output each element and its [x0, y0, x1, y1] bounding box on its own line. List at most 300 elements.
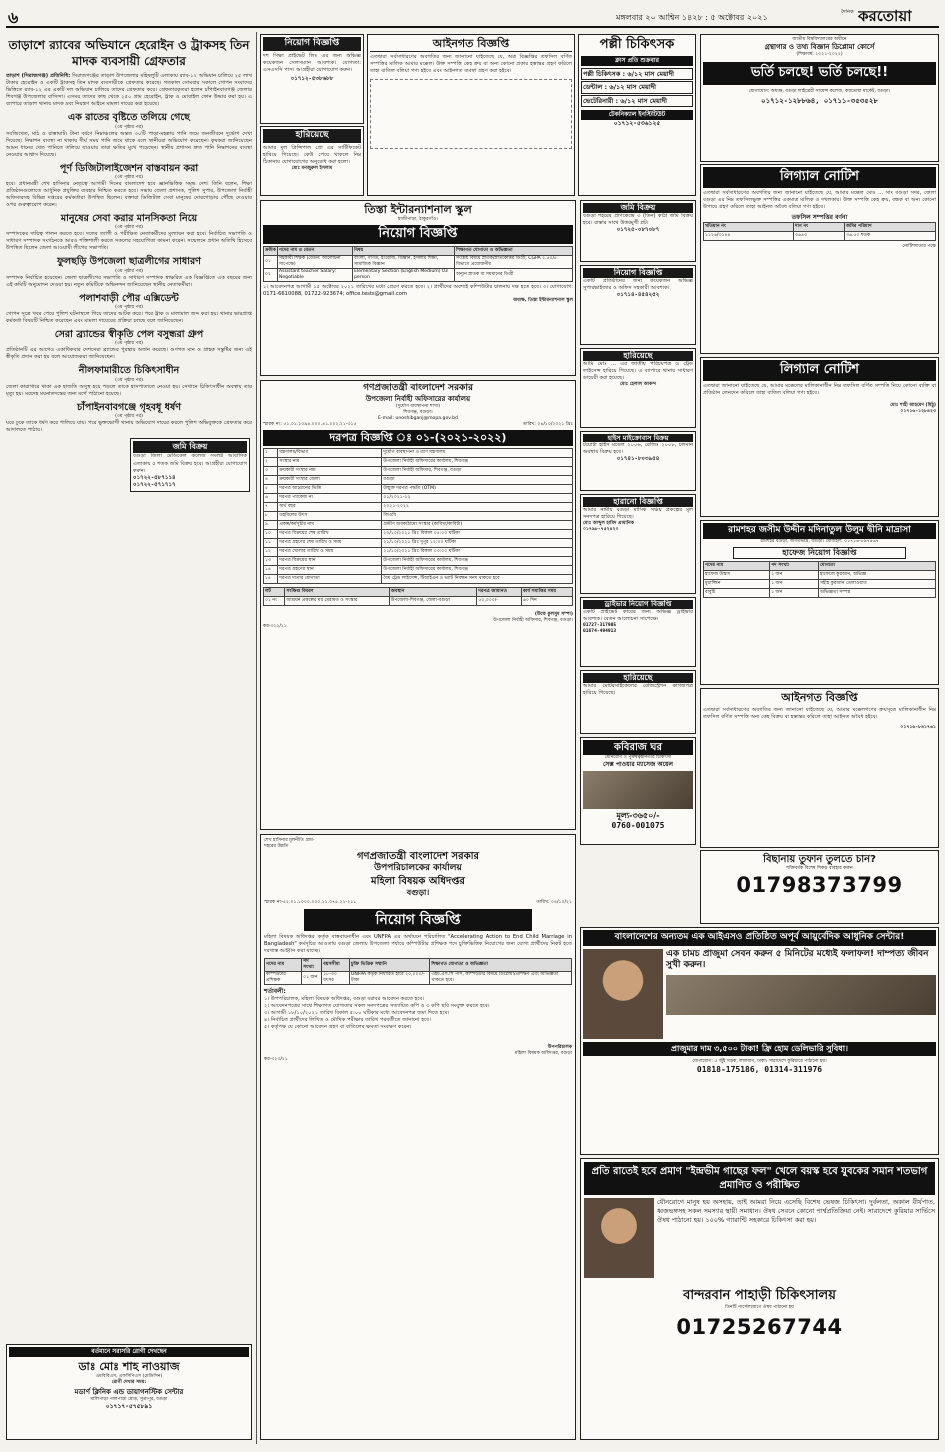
bed-phone: 01798373799: [736, 872, 903, 897]
table-cell: গ্রামীণ অবকাঠামো সংস্কার (কাবিখা/কাবিটা): [382, 520, 573, 529]
hiace-phone: ০১৭৪১-৮০৩৯৫৪: [616, 456, 660, 463]
lost-4-title: হারিয়েছে: [583, 673, 693, 683]
land-sale-right-title: জমি বিক্রয়: [583, 203, 693, 213]
tender-title: দরপত্র বিজ্ঞপ্তি ঃ ০১-(২০২১-২০২২): [263, 430, 573, 446]
table-cell: দরপত্র গ্রহণের স্থান: [278, 565, 382, 574]
table-row: [704, 589, 936, 598]
land-sale-phone-2: ০১৭২২-৫৭১৭১৭: [133, 481, 176, 488]
legal-notice-1-signature: নোটিশদাতার পক্ষে: [902, 243, 936, 249]
table-header-cell: পদের নাম: [704, 562, 770, 571]
lost-3-phone: ০১৭৯৮-৭৫২৪২০: [583, 527, 619, 533]
ain-notice-2-phone: ০১৭১৬-৮৪১৭৬১: [900, 725, 936, 731]
indrajal-headline: প্রতি রাতেই হবে প্রমাণ "ইন্দ্রভীম গাছের ফল" খেলে বয়স্ক হবে যুবকের সমান শতভাগ প্রমাণিত ও পরীক্ষিত: [584, 1162, 935, 1195]
tender-location: শিবগঞ্জ, বগুড়া।: [403, 409, 433, 415]
hiace-ad: [580, 431, 696, 491]
table-cell: ৮: [264, 511, 278, 520]
table-header-cell: শিক্ষাগত যোগ্যতা ও অভিজ্ঞতা: [455, 247, 573, 256]
table-cell: ১২: [264, 547, 278, 556]
lost-3-ad: [580, 494, 696, 594]
lost-body: আমার মূল প্রিন্সিপাল প্রো এর সার্টিফিকেট হারিয়ে গিয়েছে। কেউ পেয়ে থাকলে নিম্ন ঠিকানায় যোগাযোগের অনুরোধ করা হলো।: [263, 144, 361, 165]
condition-item: ৫। কর্তৃপক্ষ যে কোনো আবেদন গ্রহণ বা বাতিলের ক্ষমতা সংরক্ষণ করেন।: [264, 1023, 412, 1030]
table-cell: ১৫: [264, 574, 278, 583]
table-header-cell: কার্য সমাপ্তির সময়: [521, 587, 572, 596]
table-cell: দরপত্র বিক্রয়ের শেষ তারিখ: [278, 529, 382, 538]
table-cell: ৫: [264, 484, 278, 493]
table-cell: ১৮-৩০ বৎসর: [322, 972, 350, 985]
story-body: সবজিখেত, মাঠ ও রাস্তাঘাট। টানা বর্ষণে নিম্নাঞ্চলের অন্তত ৩০টি পাড়া-মহল্লায় পানি জমে জনজীবনে দুর্ভোগ দেখা দিয়েছে। নিষ্কাশন ব্যবস্থা না থাকায় দীর্ঘ সময় পানি জমে থাকে বলে স্থানীয়রা অভিযোগ করেছেন। কৃষকরা জানিয়েছেন আমন ধানের খেত পানিতে তলিয়ে যাওয়ায় তারা ক্ষতির মুখে পড়েছেন। স্থানীয় প্রশাসন দ্রুত পানি নিষ্কাশনের ব্যবস্থা নেওয়ার আশ্বাস দিয়েছে।: [6, 130, 252, 158]
table-row: [264, 493, 573, 502]
tender-signatory: (উম্মে কুলসুম সম্পা): [534, 611, 573, 617]
clinic-address: মালিপাড়া পালপাড়া মোড়, সুত্রাপুর, বগুড়া: [90, 1397, 168, 1403]
table-row: [264, 457, 573, 466]
story-jump: (৩য় পৃষ্ঠার পর): [115, 268, 143, 274]
table-cell: ৯: [264, 520, 278, 529]
bed-sub: শক্তিবর্ধক বিশেষ শিকড় ব্যবহার করুন: [786, 866, 853, 871]
table-cell: ০১ নং: [264, 596, 285, 605]
table-cell: ০১ জন: [302, 972, 322, 985]
kabiraj-product: সেক্স পাওয়ার ম্যাসেজ অয়েল: [602, 760, 674, 768]
indrajal-clinic: বান্দরবান পাহাড়ী চিকিৎসালয়: [683, 1288, 836, 1303]
legal-notice-1-schedule: তফসিল সম্পত্তির বর্ণনা: [791, 213, 848, 221]
table-row: [264, 502, 573, 511]
tender-memo-line: [263, 422, 573, 428]
table-cell: এইচ.এস.সি পাস, কম্পিউটার বিষয়ে ডিপ্লোমা/প্রশিক্ষণ এবং অভিজ্ঞতা থাকতে হবে।: [430, 972, 572, 985]
ain-notice-schedule: [370, 79, 572, 149]
palli-course-tag: ক্লাস প্রতি শুক্রবার: [581, 56, 693, 66]
story-headline: পূর্ণ ডিজিটালাইজেশন বাস্তবায়ন করা: [59, 162, 199, 174]
model-photo: [584, 1198, 654, 1278]
tista-contact: অধ্যক্ষ, তিস্তা ইন্টারন্যাশনাল স্কুল: [513, 298, 573, 304]
table-header-cell: জমির পরিমাণ: [844, 222, 935, 231]
wa-location: বগুড়া।: [406, 887, 430, 897]
table-header-cell: যোগ্যতা: [818, 562, 935, 571]
table-cell: ক্রয়কারী সংস্থার নাম: [278, 466, 382, 475]
paper-small-label: দৈনিক: [841, 9, 854, 15]
ayurveda-banner: বাংলাদেশের অন্যতম এক আইএসও প্রতিষ্ঠিত অপূর্ব আয়ুর্বেদিক আধুনিক সেন্টার!: [583, 930, 936, 946]
indrajal-body: যৌনরোগে মানুষ হয় অসহায়, তাই আমরা নিয়ে এসেছি বিশেষ ভেষজ চিকিৎসা। দুর্বলতা, অকাল বীর্যপাত, ধ্বজভঙ্গসহ সকল সমস্যার স্থায়ী সমাধান। ঔষধ সেবনে কোনো পার্শ্বপ্রতিক্রিয়া নেই। সারাদেশে কুরিয়ার সার্ভিসে ঔষধ পাঠানো হয়। ১০০% গ্যারান্টি সহকারে চিকিৎসা করা হয়।: [657, 1198, 935, 1224]
madrasa-ad: [700, 520, 939, 685]
wa-quote: শেখ হাসিনার মূলনীতি গ্রাম-শহরের উন্নতি: [264, 838, 315, 849]
news-story: [6, 365, 252, 397]
legal-notice-1-table: [703, 222, 936, 241]
table-row: [704, 580, 936, 589]
indrajal-ad: [580, 1158, 939, 1440]
lost-3-body: আমার নামীয় বগুড়া মাসিক সঞ্চয় প্রকল্পের মূল সনদপত্র হারিয়ে গিয়েছে।: [583, 507, 693, 521]
table-cell: ১৪: [264, 565, 278, 574]
admission-course: গ্রন্থাগার ও তথ্য বিজ্ঞান ডিপ্লোমা কোর্সে: [764, 42, 875, 51]
story-jump: (৩য় পৃষ্ঠার পর): [115, 124, 143, 130]
table-cell: তহবিলের উৎস: [278, 511, 382, 520]
tender-branch: (দুর্যোগ ব্যবস্থাপনা শাখা): [395, 403, 441, 409]
table-cell: ৬: [264, 493, 278, 502]
product-photo: [583, 771, 693, 809]
table-row: [264, 520, 573, 529]
women-affairs-ad: [260, 834, 576, 1440]
table-cell: Elementary Section (English Medium) 03 person: [353, 269, 455, 282]
product-photo: [666, 975, 936, 1015]
table-row: [264, 565, 573, 574]
story-body: হবে। প্রধানমন্ত্রী শেখ হাসিনার নেতৃত্বে আগামী দিনের বাংলাদেশ হবে জ্ঞানভিত্তিক সমৃদ্ধ দেশ। তিনি বলেন, শিক্ষা প্রতিষ্ঠানগুলোতে আধুনিক প্রযুক্তির ব্যবহার নিশ্চিত করতে হবে। সভায় জেলা প্রশাসক, পুলিশ সুপার, উপজেলা নির্বাহী অফিসারসহ বিভিন্ন দপ্তরের কর্মকর্তারা উপস্থিত ছিলেন। বক্তারা ডিজিটাল সেবা মানুষের দোরগোড়ায় পৌঁছে দেওয়ার ওপর গুরুত্বারোপ করেন।: [6, 180, 252, 208]
admission-banner: ভর্তি চলছে! ভর্তি চলছে!!: [703, 62, 936, 85]
lost-3-name: মোঃ আব্দুল হামিদ প্রামানিক: [583, 521, 634, 527]
table-row: [264, 466, 573, 475]
table-row: [704, 571, 936, 580]
lead-dateline: তাড়াশ (সিরাজগঞ্জ) প্রতিনিধি:: [6, 73, 71, 80]
wa-intro: মহিলা বিষয়ক অধিদপ্তর কর্তৃক বাস্তবায়নাধীন এবং UNFPA এর অর্থায়নে পরিচালিত "Accelerating Action to End Child Marriage in Bangladesh" কর্মসূচির আওতায় বগুড়া জেলায় উপজেলা পর্যায়ে কম্পিউটার প্রশিক্ষক পদে চুক্তিভিত্তিক নিয়োগের জন্য যোগ্য প্রার্থীদের নিকট হতে দরখাস্ত আহ্বান করা যাচ্ছে।: [264, 934, 572, 955]
table-cell: ৩৬.৫০ শতক: [844, 231, 935, 240]
table-cell: সহকারী শিক্ষক (বেতন: আলোচনা সাপেক্ষে): [277, 256, 352, 269]
story-headline: নীলফামারীতে চিকিৎসাধীন: [78, 365, 180, 377]
table-row: [264, 475, 573, 484]
table-cell: প্রকল্প/কর্মসূচীর নাম: [278, 520, 382, 529]
tista-school-ad: [260, 200, 576, 376]
palli-phone: ০১৭১২-৫৩৬১২৫: [613, 119, 661, 127]
story-body: ঘরে ঢুকে তাকে ধর্ষণ করে পালিয়ে যায়। পরে ভুক্তভোগী থানায় অভিযোগ দায়ের করলে পুলিশ অভিযুক্তকে গ্রেফতার করে আদালতে পাঠায়।: [6, 420, 252, 434]
table-cell: ১: [264, 448, 278, 457]
kabiraj-phone: 0760-001075: [611, 821, 665, 831]
tender-ref: কর-৩২২/২১: [263, 623, 287, 629]
table-header-cell: চুক্তি ভিত্তিক সম্মানি: [349, 959, 429, 972]
table-cell: বাংলা, গণিত, ইংরেজি, বিজ্ঞান, ইসলাম শিক্ষা, সামাজিক বিজ্ঞান: [353, 256, 455, 269]
legal-ain-notice: [367, 34, 575, 196]
story-body: সম্পাদক নির্বাচিত হয়েছেন। জেলা ছাত্রলীগের সভাপতি ও সাধারণ সম্পাদক স্বাক্ষরিত এক বিজ্ঞপ্তিতে এক বছরের জন্য এই কমিটি অনুমোদন দেওয়া হয়। নতুন কমিটিকে অভিনন্দন জানিয়েছেন স্থানীয় নেতাকর্মীরা।: [6, 274, 252, 288]
table-cell: ০২: [264, 269, 278, 282]
table-header-cell: অবস্থান: [389, 587, 477, 596]
table-cell: বৈধ ট্রেড লাইসেন্স, টিআইএন ও ভ্যাট নিবন্ধন সনদ থাকতে হবে: [382, 574, 573, 583]
wa-gov-name: গণপ্রজাতন্ত্রী বাংলাদেশ সরকার: [357, 850, 479, 862]
lost-ad: [260, 126, 364, 196]
land-sale-phone-1: ০১৭২২-৫৮৭১১৪: [133, 474, 176, 481]
tista-title: নিয়োগ বিজ্ঞপ্তি: [263, 225, 573, 244]
land-sale-right-phone: ০১৭২৫-০৮৭০৮৭: [616, 227, 660, 234]
table-cell: দরপত্র খোলার তারিখ ও সময়: [278, 547, 382, 556]
table-cell: ৭: [264, 502, 278, 511]
ain-notice-body: এতদ্বারা সর্বসাধারণের অবগতির জন্য জানানো যাইতেছে যে, অত্র বিজ্ঞপ্তির তফসিল বর্ণিত সম্পত্তির মালিক আমার মক্কেল। উক্ত সম্পত্তি কেহ ক্রয় বা অন্য কোনো প্রকার হস্তান্তর গ্রহণ করিলে তাহা বাতিল বলিয়া গণ্য হইবে এবং আইনগত ব্যবস্থা গ্রহণ করা হইবে।: [370, 54, 572, 75]
table-header-cell: পদ সংখ্যা: [302, 959, 322, 972]
table-cell: উন্মুক্ত দরপত্র পদ্ধতি (OTM): [382, 484, 573, 493]
clinic-name: মডার্ণ ক্লিনিক এন্ড ডায়াগনস্টিক সেন্টার: [74, 1388, 184, 1397]
story-jump: (৩য় পৃষ্ঠার পর): [115, 305, 143, 311]
kabiraj-tagline: যৌনরোগ ও পুরুষত্বহীনতার চিকিৎসা: [604, 755, 672, 760]
table-cell: মন্ত্রণালয়/বিভাগ: [278, 448, 382, 457]
wa-designation: মহিলা বিষয়ক অধিদপ্তর, বগুড়া: [514, 1050, 572, 1056]
table-cell: হাফেজ উস্তাদ: [704, 571, 770, 580]
kabiraj-name: কবিরাজ ঘর: [583, 740, 693, 755]
palli-institute: টেকনিক্যাল ইনস্টিটিউট: [581, 110, 693, 120]
story-body: জেলা কারাগারে থাকা এক হাজতি অসুস্থ হয়ে পড়লে তাকে হাসপাতালে নেওয়া হয়। সেখানে চিকিৎসাধীন অবস্থায় তার মৃত্যু হয়। মরদেহ ময়নাতদন্তের জন্য মর্গে পাঠানো হয়েছে।: [6, 383, 252, 397]
lost-2-title: হারিয়েছে: [583, 351, 693, 361]
table-cell: জিওবি: [382, 511, 573, 520]
table-cell: দরপত্র আহ্বানের ভিত্তি: [278, 484, 382, 493]
condition-item: ২। আবেদনপত্রের সাথে শিক্ষাগত যোগ্যতার সকল সনদপত্রের সত্যায়িত কপি ও ৩ কপি ছবি সংযুক্ত করতে হবে।: [264, 1002, 490, 1009]
doctor-name: ডাঃ মোঃ শাহ নাওয়াজ: [78, 1359, 180, 1373]
lost-4-ad: [580, 670, 696, 734]
table-cell: ২০/১০/২০২১ খ্রিঃ বিকাল ০৫:০০ ঘটিকা: [382, 529, 573, 538]
table-cell: উপজেলা নির্বাহী অফিসারের কার্যালয়, শিবগঞ্জ: [382, 556, 573, 565]
wa-office: উপপরিচালকের কার্যালয়: [374, 862, 462, 873]
table-header-cell: লট: [264, 587, 285, 596]
kabiraj-price: মূল্য-৩৬৫০/-: [616, 810, 660, 820]
table-cell: বাবুর্চি: [704, 589, 770, 598]
story-headline: ফুলছড়ি উপজেলা ছাত্রলীগের সাধারণ: [57, 256, 201, 268]
table-header-cell: দরপত্র জামানত: [477, 587, 522, 596]
story-body: প্রতিষ্ঠানটি এর আগেও একাধিকবার দেশসেরা ব্র্যান্ডের পুরস্কার অর্জন করেছে। গুণগত মান ও গ্রাহক সন্তুষ্টির জন্য এই স্বীকৃতি প্রদান করা হয় বলে আয়োজকরা জানিয়েছেন।: [6, 347, 252, 361]
recruit-right-body: একটি প্রতিষ্ঠানের জন্য কয়েকজন অভিজ্ঞ সুপারভাইজার ও অফিস সহকারী আবশ্যক।: [583, 278, 693, 292]
land-sale-title: জমি বিক্রয়: [133, 441, 247, 453]
wa-ref: কর-৩২৩/২১: [264, 1056, 288, 1062]
table-cell: মুয়াজ্জিন: [704, 580, 770, 589]
table-row: [264, 574, 573, 583]
ain-notice-2-body: এতদ্বারা সর্বসাধারণের অবগতির জন্য জানানো যাইতেছে যে, আমার মক্কেলগণের ক্রয়সূত্রে মালিকানাধীন নিম্ন তফসিল বর্ণিত সম্পত্তি অন্য কেহ বিক্রয় বা হস্তান্তর করিলে তাহা আইনত অবৈধ হইবে।: [703, 707, 936, 721]
story-headline: এক রাতের বৃষ্টিতে তলিয়ে গেছে: [68, 112, 190, 124]
ain-notice-2: [700, 688, 939, 848]
condition-item: ৩। আগামী ১৮/১০/২০২১ তারিখ বিকাল ৫:০০ ঘটিকার মধ্যে আবেদনপত্র জমা দিতে হবে।: [264, 1009, 450, 1016]
driver-ad: [580, 597, 696, 667]
table-cell: আশ্রয়ন প্রকল্পের ঘর মেরামত ও সংস্কার: [285, 596, 389, 605]
table-cell: হাফেজে কুরআন, অভিজ্ঞ: [818, 571, 935, 580]
lost-name: মোঃ মনজুরুল ইসলাম: [291, 165, 333, 171]
bed-ad: [700, 850, 939, 924]
news-column: [6, 34, 252, 1442]
table-cell: UNFPA কর্তৃক নির্ধারিত হারে ২০,০০০/- টাকা: [349, 972, 429, 985]
table-cell: দরপত্র প্যাকেজ নং: [278, 493, 382, 502]
land-sale-right-body: বগুড়া শহরের প্রাণকেন্দ্রে ৩ (তিন) কাঠা জমি বিক্রয় হবে। রাস্তার সাথে উত্তরমুখী প্লট।: [583, 213, 693, 227]
table-cell: বগুড়া: [382, 475, 573, 484]
table-cell: ২১/১০/২০২১ খ্রিঃ দুপুর ১২:০০ ঘটিকা: [382, 538, 573, 547]
ayurveda-price-line: প্রাজুমার দাম ৩,৫০০ টাকা! ফ্রি হোম ডেলিভারি সুবিধা।: [583, 1042, 936, 1056]
lost-3-title: হারানো বিজ্ঞপ্তি: [583, 497, 693, 507]
palli-course-line: ডেন্টাল : ৬/১২ মাস মেয়াদী: [581, 81, 693, 93]
table-cell: সহীহ কুরআন তেলাওয়াত: [818, 580, 935, 589]
recruit-small-phone: ০১৭১২-৫৩৮৬৮৮: [290, 75, 334, 82]
wa-memo-line: [264, 900, 572, 906]
table-header-cell: দাগ নং: [794, 222, 845, 231]
driver-phone-1: 01727-317905: [583, 623, 617, 629]
table-header-cell: বিষয়: [353, 247, 455, 256]
table-header-cell: পদের নাম ও বেতন: [277, 247, 352, 256]
condition-item: ৪। নির্বাচিত প্রার্থীদের লিখিত ও মৌখিক পরীক্ষার তারিখ পরবর্তীতে জানানো হবে।: [264, 1016, 431, 1023]
table-row: [264, 529, 573, 538]
table-cell: ২ জন: [770, 571, 819, 580]
table-row: [264, 484, 573, 493]
table-cell: ১৩: [264, 556, 278, 565]
table-cell: ৫০,০০০/-: [477, 596, 522, 605]
madrasa-table: [703, 561, 936, 598]
table-cell: ৩: [264, 466, 278, 475]
table-cell: ক্রয়কারী সংস্থার জেলা: [278, 475, 382, 484]
ain-notice-2-title: আইনগত বিজ্ঞপ্তি: [781, 691, 858, 704]
palli-course-line: পল্লী চিকিৎসক : ৬/১২ মাস মেয়াদী: [581, 68, 693, 80]
wa-signature: [264, 1045, 572, 1057]
tista-name: তিস্তা ইন্টারন্যাশনাল স্কুল: [364, 203, 472, 216]
ayurveda-phone: 01818-175186, 01314-311976: [696, 1065, 823, 1075]
table-cell: ৬০ দিন: [521, 596, 572, 605]
legal-notice-1-body: এতদ্বারা সর্বসাধারণের অবগতির জন্য জানানো যাইতেছে যে, আমার মক্কেল মোঃ ... সাং বগুড়া সদর, জেলা বগুড়া এর নিম্ন তফসিলভুক্ত সম্পত্তির একমাত্র মালিক ও দখলকার। উক্ত সম্পত্তি কেহ ক্রয়, বন্ধক বা অন্য কোনো উপায়ে গ্রহণ করিলে তাহা আইনত অবৈধ বলিয়া গণ্য হইবে।: [703, 189, 936, 210]
recruit-right-phone: ০১৭১৪-৪৫৪২৫২: [616, 292, 660, 299]
lead-body: [6, 73, 252, 108]
table-cell: ২০২১-২০২২: [382, 502, 573, 511]
legal-notice-2-title: লিগ্যাল নোটিশ: [703, 360, 936, 381]
land-sale-right-ad: [580, 200, 696, 262]
story-jump: (৩য় পৃষ্ঠার পর): [115, 414, 143, 420]
table-header-cell: খতিয়ান নং: [704, 222, 794, 231]
table-cell: ০১: [264, 256, 278, 269]
admission-ad: [700, 34, 939, 162]
table-cell: উপজেলা নির্বাহী অফিসারের কার্যালয়, শিবগঞ্জ: [382, 565, 573, 574]
story-jump: (৩য় পৃষ্ঠার পর): [115, 341, 143, 347]
recruit-right-ad: [580, 265, 696, 345]
news-story: [6, 329, 252, 361]
bed-headline: বিছানায় তুফান তুলতে চান?: [763, 854, 876, 865]
ayurveda-address: যোগাযোগ: ৫ জুঁই সড়ক, লালবাগ, ঢাকা। সারাদেশে কুরিয়ারে পাঠানো হয়।: [692, 1059, 827, 1065]
hiace-title: হাইস মাইক্রোবাস বিক্রয়: [583, 434, 693, 442]
story-headline: মানুষের সেবা করার মানসিকতা নিয়ে: [60, 213, 198, 225]
table-cell: অন্যূন স্নাতক বা সমমানের ডিগ্রী: [455, 269, 573, 282]
table-cell: ০১/২০২১-২২: [382, 493, 573, 502]
legal-notice-1: [700, 164, 939, 354]
story-headline: চাঁপাইনবাবগঞ্জে গৃহবধূ ধর্ষণ: [77, 401, 181, 413]
driver-phone-2: 01674-494913: [583, 629, 617, 635]
wa-date: তারিখ: ০৪/১০/২১: [536, 900, 572, 906]
table-header-cell: পদ সংখ্যা: [770, 562, 819, 571]
indrajal-phone: 01725267744: [676, 1314, 843, 1339]
palli-course-line: ভেটেরিনারী : ৬/১২ মাস মেয়াদী: [581, 95, 693, 107]
lost-title: হারিয়েছে: [263, 129, 361, 143]
table-row: [264, 556, 573, 565]
kabiraj-ad: [580, 737, 696, 845]
wa-title: নিয়োগ বিজ্ঞপ্তি: [304, 909, 532, 931]
clinic-ad: [6, 1344, 252, 1440]
tender-lot-table: [263, 587, 573, 606]
table-cell: দুর্যোগ ব্যবস্থাপনা ও ত্রাণ মন্ত্রণালয়: [382, 448, 573, 457]
legal-notice-2-body: এতদ্বারা জানানো যাইতেছে যে, আমার মক্কেলের মালিকানাধীন নিম্ন তফসিল বর্ণিত সম্পত্তি নিয়ে কোনো ব্যক্তি বা প্রতিষ্ঠান লেনদেন করিলে তাহা বাতিল বলিয়া গণ্য হইবে।: [703, 382, 936, 396]
table-cell: উপজেলা নির্বাহী অফিসারের কার্যালয়, শিবগঞ্জ: [382, 457, 573, 466]
table-row: [264, 256, 573, 269]
story-body: গোপন সূত্রে খবর পেয়ে পুলিশ ঘটনাস্থলে গিয়ে তাদের আটক করে। পরে ট্রাক ও মালামাল জব্দ করা হয়। থানার ভারপ্রাপ্ত কর্মকর্তা বিষয়টি নিশ্চিত করেছেন এবং মামলা দায়েরের প্রক্রিয়া চলছে বলে জানিয়েছেন।: [6, 311, 252, 325]
admission-session: (শিক্ষাবর্ষ: ২০২১-২০২২): [796, 52, 843, 58]
ain-notice-title: আইনগত বিজ্ঞপ্তি: [370, 37, 572, 52]
legal-notice-2: [700, 357, 939, 517]
page-number: ৬: [8, 8, 19, 27]
wa-memo: স্মারক নং-৫২.০১.১০০০.০০০.১১.০৭৫.২১-২১১: [264, 900, 357, 906]
news-story: [6, 293, 252, 325]
table-cell: ২: [264, 457, 278, 466]
wa-conditions: [264, 996, 572, 1031]
masthead: [6, 6, 939, 28]
madrasa-name: রামশহর জসীম উদ্দীন মদিনাতুল উলুম দ্বীনি মাদ্রাসা: [703, 523, 936, 539]
table-cell: ৪: [264, 475, 278, 484]
palli-title: পল্লী চিকিৎসক: [599, 37, 675, 52]
recruit-small-body: দশ সিক্ষা প্রাইভেট লিঃ এর জন্য অভিজ্ঞ কয়েকজন সেলসম্যান আবশ্যক। যোগ্যতা: এসএসসি পাস। আগ্রহীরা যোগাযোগ করুন।: [263, 52, 361, 73]
news-story: [6, 402, 252, 434]
table-cell: উপজেলা নির্বাহী অফিসার, শিবগঞ্জ, বগুড়া: [382, 466, 573, 475]
wa-table: [264, 958, 572, 985]
table-cell: ১০: [264, 529, 278, 538]
date-line: মঙ্গলবার ২০ আশ্বিন ১৪২৮ : ৫ অক্টোবর ২০২১: [616, 13, 768, 22]
table-cell: কম্পিউটার প্রশিক্ষক: [265, 972, 302, 985]
recruit-small-ad: [260, 34, 364, 124]
ayurveda-ad: [580, 927, 939, 1155]
table-cell: উপজেলা-শিবগঞ্জ, জেলা-বগুড়া: [389, 596, 477, 605]
table-cell: Assistant teacher Salary: Negotiable: [277, 269, 352, 282]
legal-notice-1-title: লিগ্যাল নোটিশ: [703, 167, 936, 188]
admission-contact: যোগাযোগ: অধ্যক্ষ, বগুড়া লাইব্রেরী সায়েন্স কলেজ, করতোয়া মার্কেট, বগুড়া।: [748, 88, 891, 94]
table-cell: ১ জন: [770, 580, 819, 589]
clinic-heading: বর্তমানে সরাসরি রোগী দেখছেন: [9, 1347, 249, 1357]
table-header-cell: ক্রমিক: [264, 247, 278, 256]
doctor-degree: এমবিবিএস, এফসিপিএস (মেডিসিন): [95, 1374, 163, 1380]
tista-location: হাজীপাড়া, ঠাকুরগাঁও।: [397, 217, 439, 223]
table-header-cell: বয়সসীমা: [322, 959, 350, 972]
admission-phone: ০১৭১২-১২৮৮৬৪, ০১৭১১-৩৫৩৫২৮: [761, 96, 878, 105]
admission-top: জাতীয় বিশ্ববিদ্যালয়ের অধীনে: [792, 37, 847, 42]
driver-body: একটি প্রাইভেট কারের জন্য অভিজ্ঞ ড্রাইভার আবশ্যক। বেতন আলোচনা সাপেক্ষে।: [583, 609, 693, 623]
tista-conditions: ১। আবেদনপত্র আগামী ১৫ অক্টোবর ২০২১ তারিখের মধ্যে প্রেরণ করতে হবে। ২। প্রার্থীদের অবশ্যই কম্পিউটার চালনায় দক্ষ হতে হবে। ৩। যোগাযোগ: 0171-6610088, 01722-923674; office.tests@gmail.com: [263, 284, 573, 298]
tender-email: E-mail: unoshibganj@mopa.gov.bd: [378, 415, 458, 421]
indrajal-sub: তিনটি পার্সেলযোগে ঔষধ পাঠানো হয়: [725, 1304, 794, 1310]
story-jump: (৩য় পৃষ্ঠার পর): [115, 174, 143, 180]
table-cell: দরপত্র বিক্রয়ের স্থান: [278, 556, 382, 565]
ayurveda-offer: এক চামচ প্রাজুমা সেবন করুন ৫ মিনিটের মধ্যেই ফলাফল! দাম্পত্য জীবন সুখী করুন।: [666, 948, 929, 971]
madrasa-heading: হাফেজ নিয়োগ বিজ্ঞপ্তি: [733, 547, 906, 559]
table-cell: দরপত্র গ্রহণের শেষ তারিখ ও সময়: [278, 538, 382, 547]
story-jump: (৩য় পৃষ্ঠার পর): [115, 225, 143, 231]
palli-lines: [581, 68, 693, 107]
hiace-body: টয়োটা হাইস মডেল ২০০৬, রেজিঃ ২০০৮, চলমান অবস্থায় বিক্রয় হবে।: [583, 442, 693, 456]
table-header-cell: সংক্ষিপ্ত বিবরণ: [285, 587, 389, 596]
table-row: [264, 269, 573, 282]
news-story: [6, 163, 252, 209]
legal-notice-2-phone: ০১৭১৬-১২৮৪২৩: [900, 408, 936, 414]
table-header-cell: শিক্ষাগত যোগ্যতা ও অভিজ্ঞতা: [430, 959, 572, 972]
tender-date: তারিখ: ০৪/১০/২০২১ খ্রিঃ: [522, 421, 573, 427]
table-header-cell: পদের নাম: [265, 959, 302, 972]
clinic-phone: ০১৭১৭-৫৭৫৮৯১: [105, 1403, 153, 1411]
tender-signature: [263, 612, 573, 624]
lost-4-body: আমার মোটরসাইকেলের রেজিস্ট্রেশন কাগজপত্র হারিয়ে গিয়েছে।: [583, 683, 693, 697]
table-cell: ২১/১০/২০২১ খ্রিঃ বিকাল ০৩:০০ ঘটিকা: [382, 547, 573, 556]
madrasa-address: রামশহর বগুড়া, জগতভাদ্র, বগুড়া। মোবাইল: ০১৭১৬-৮৯৭৪৬৭: [760, 538, 879, 544]
palli-ad: [578, 34, 696, 196]
story-list: [6, 112, 252, 434]
tista-table: [263, 246, 573, 282]
wa-dept: মহিলা বিষয়ক অধিদপ্তর: [371, 875, 465, 887]
table-row: [264, 547, 573, 556]
legal-notice-2-name: মোঃ শাহী আহমেদ (মিঠু): [890, 402, 936, 408]
tender-memo: স্মারক নং: ৫১.০১.১০৯৪.০০০.৪১.০০২.২১-৩১৫: [263, 421, 357, 427]
table-cell: সংস্থার নাম: [278, 457, 382, 466]
driver-title: ড্রাইভার নিয়োগ বিজ্ঞপ্তি: [583, 600, 693, 609]
table-cell: সংশ্লিষ্ট বিষয়ে স্নাতক/স্নাতকোত্তর ডিগ্রী; CGPA ২.৫০/৫ বিভাগে প্রয়োজনীয়: [455, 256, 573, 269]
land-sale-body: বগুড়া জিলা মেডিকেল কলেজ সংলগ্ন আবাসিক এলাকায় ৫ শতক জমি বিক্রয় হবে। আগ্রহীরা যোগাযোগ করুন।: [133, 453, 247, 474]
recruit-right-title: নিয়োগ বিজ্ঞপ্তি: [583, 268, 693, 278]
doctor-photo: [583, 949, 663, 1039]
table-cell: ১ জন: [770, 589, 819, 598]
table-row: [264, 448, 573, 457]
lost-2-name: মোঃ হেলাল আকন্দ: [619, 382, 657, 388]
tender-office: উপজেলা নির্বাহী অফিসারের কার্যালয়: [365, 394, 471, 403]
tender-designation: উপজেলা নির্বাহী অফিসার, শিবগঞ্জ, বগুড়া।: [493, 617, 573, 623]
lead-text: সিরাজগঞ্জের তাড়াশ উপজেলার মহিষলুটি এলাকায় র‌্যাব-১২ অভিযান চালিয়ে ২৫ লাখ টাকার হেরোইন ও একটি ট্রাকসহ তিন মাদক ব্যবসায়ীকে গ্রেফতার করেছে। গতকাল সোমবার সকালে গোপন সংবাদের ভিত্তিতে র‌্যাব-১২ এর একটি দল অভিযান চালিয়ে তাদের গ্রেফতার করে। গ্রেফতারকৃতরা হলেন চাঁপাইনবাবগঞ্জ জেলার শিবগঞ্জ উপজেলার বাসিন্দা। এসময় তাদের কাছ থেকে ২৫০ গ্রাম হেরোইন, ট্রাক ও মোবাইল ফোন উদ্ধার করা হয়। এ ব্যাপারে তাড়াশ থানায় মাদক দ্রব্য নিয়ন্ত্রণ আইনে মামলা দায়ের করা হয়েছে।: [6, 73, 252, 108]
table-cell: ১১২৬/৩১৪৪: [704, 231, 794, 240]
table-cell: দরপত্র দাতার যোগ্যতা: [278, 574, 382, 583]
table-row: [264, 511, 573, 520]
condition-item: ১। উপপরিচালক, মহিলা বিষয়ক অধিদপ্তর, বগুড়া বরাবর আবেদন করতে হবে।: [264, 995, 425, 1002]
tender-notice: [260, 380, 576, 830]
wa-signatory: উপপরিচালক: [547, 1044, 572, 1050]
table-cell: ৩৬৪৩: [794, 231, 845, 240]
story-headline: সেরা ব্র্যান্ডের স্বীকৃতি পেল বসুন্ধরা গ্রুপ: [54, 329, 204, 341]
